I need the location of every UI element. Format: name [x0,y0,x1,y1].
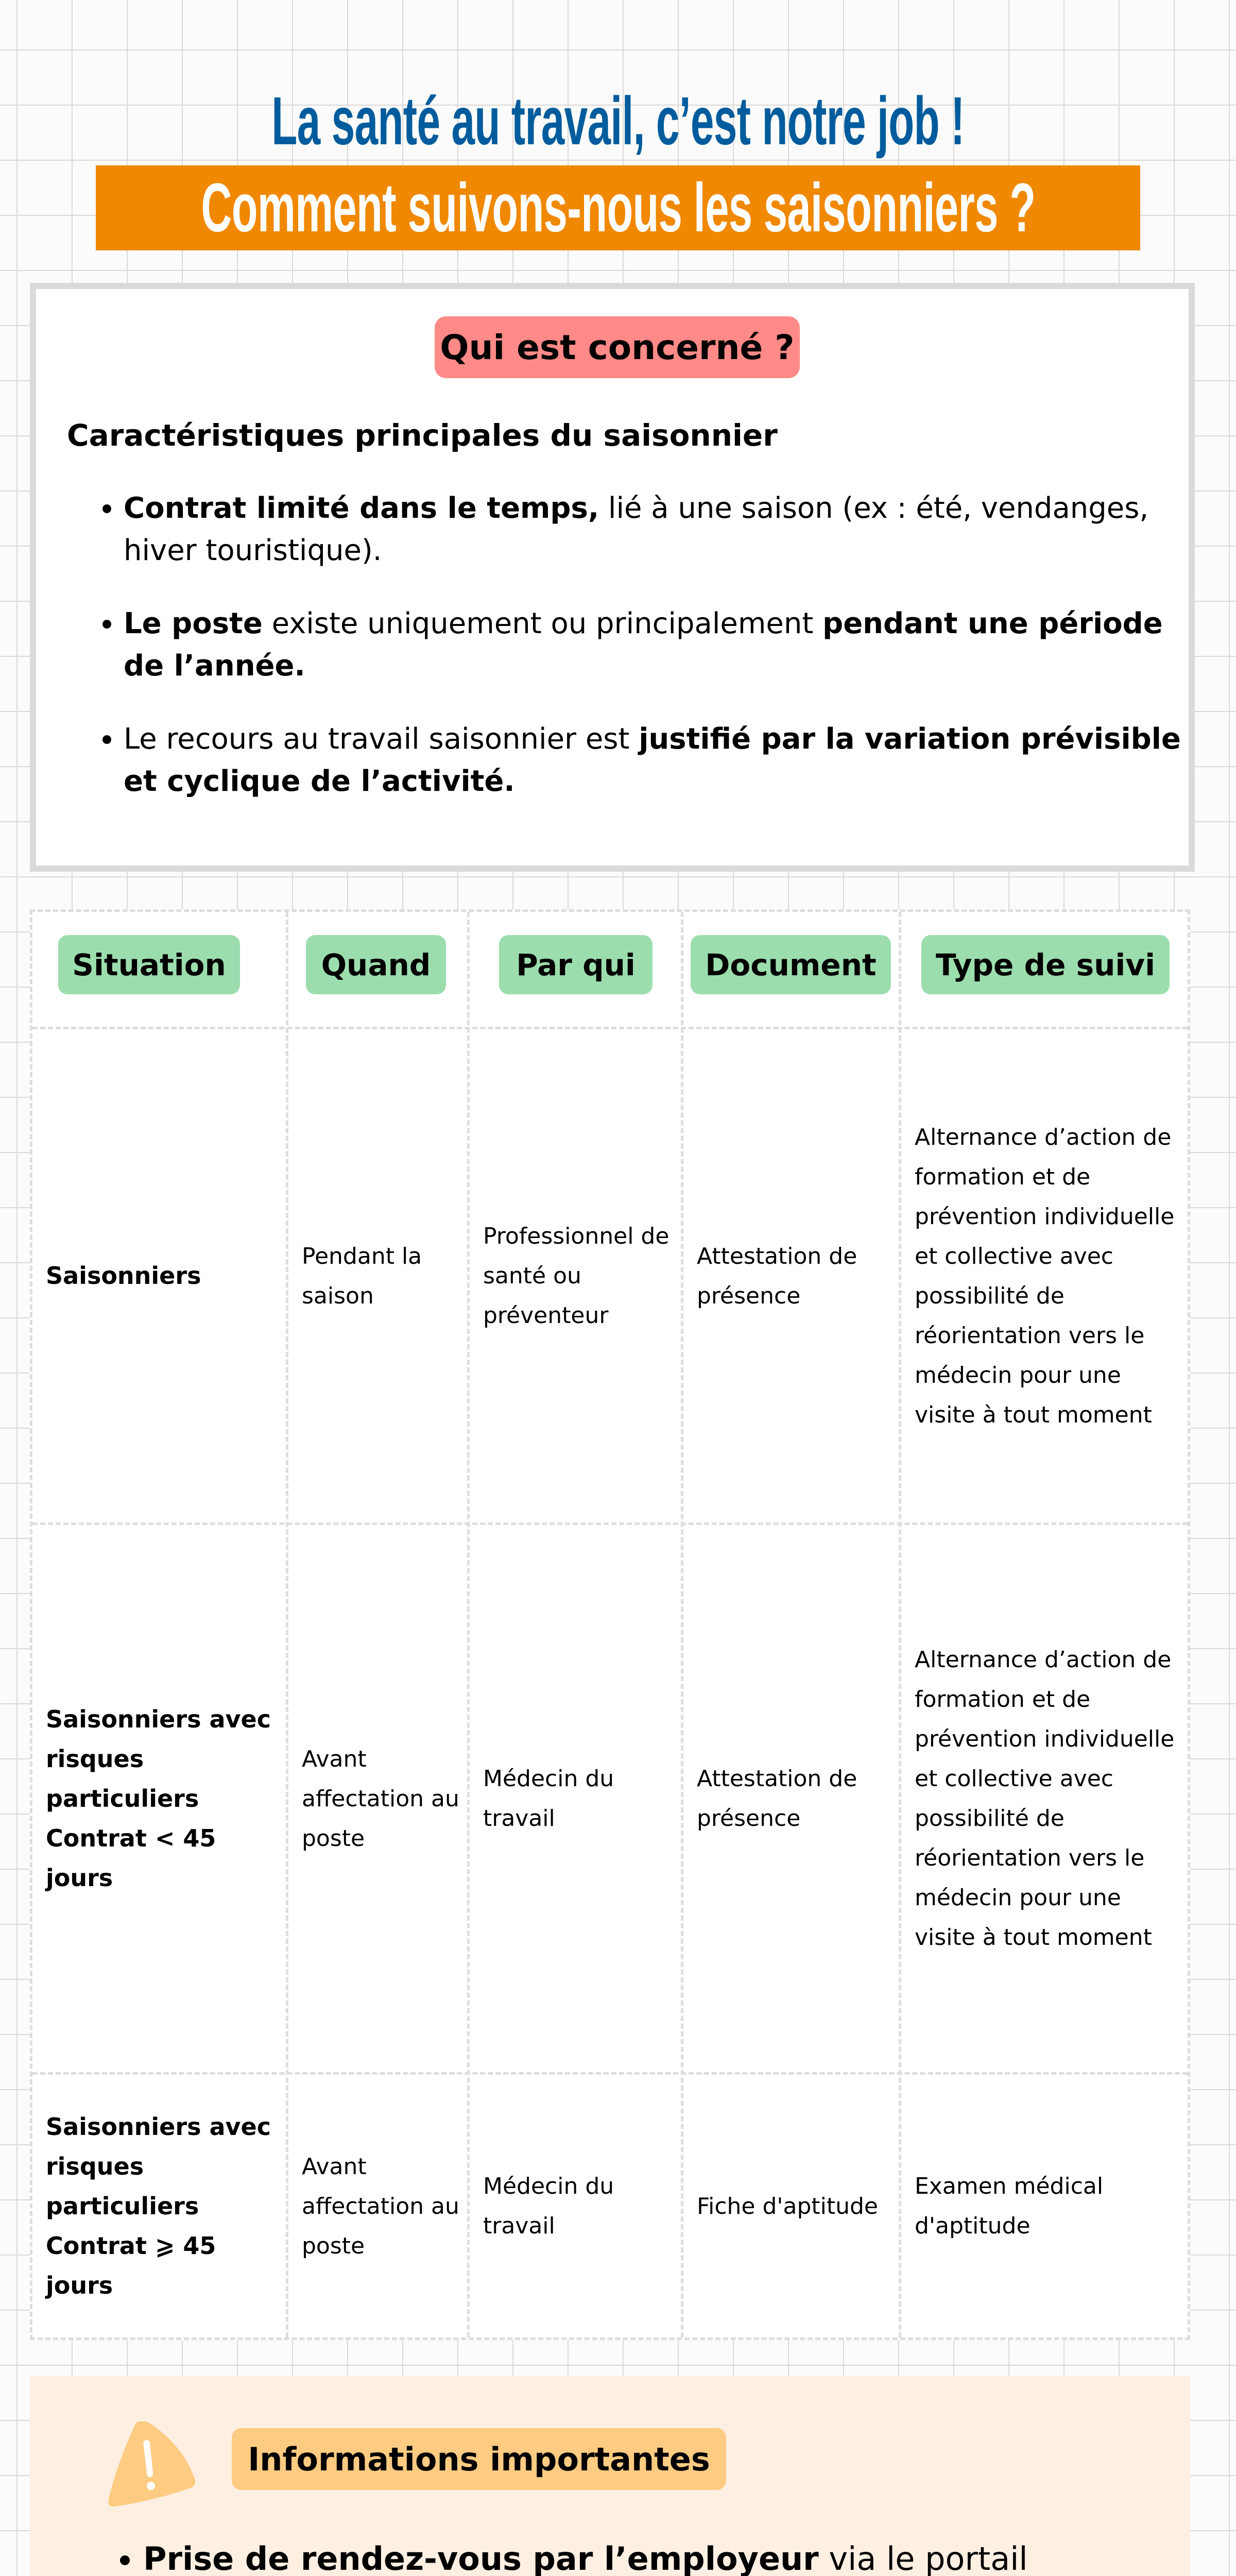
who-list [93,487,1184,834]
who-bullet [124,487,1184,572]
page-title: La santé au travail, c’est notre job ! [271,83,965,159]
follow-up-table [30,909,1190,2340]
table-cell: Examen médical d'aptitude [915,2173,1104,2239]
header-quand: Quand [306,935,446,994]
important-info-box [30,2376,1190,2576]
who-heading: Caractéristiques principales du saisonnier [67,418,778,453]
table-cell: Avant affectation au poste [302,2153,459,2259]
table-cell: Professionnel de santé ou préventeur [483,1223,670,1329]
bullet-bold: pendant une période de l’année. [124,607,1163,683]
bullet-bold: justifié par la variation prévisible et cyclique de l’activité. [124,722,1181,798]
table-cell: Alternance d’action de formation et de prévention individuelle et collective avec possibilité de réorientation vers le médecin pour une visite à tout moment [915,1647,1175,1951]
who-bullet [124,718,1184,803]
who-bullet [124,603,1184,687]
table-cell: Saisonniers avec risques particuliers Contrat ⩾ 45 jours [46,2112,271,2299]
table-cell: Médecin du travail [483,2173,614,2239]
header-document: Document [691,935,891,994]
table-cell: Médecin du travail [483,1766,614,1832]
table-cell: Alternance d’action de formation et de prévention individuelle et collective avec possibilité de réorientation vers le médecin pour une visite à tout moment [915,1124,1175,1428]
table-cell: Pendant la saison [302,1243,422,1309]
table-cell: Attestation de présence [697,1766,857,1832]
bullet-bold: Contrat limité dans le temps, [124,492,599,525]
header-situation: Situation [58,935,240,994]
warning-icon [105,2421,202,2514]
table-cell: Saisonniers [46,1262,201,1290]
info-bullet [143,2538,1122,2576]
table-cell: Attestation de présence [697,1243,857,1309]
bullet-text: existe uniquement ou principalement [262,607,823,640]
bullet-bold: Le poste [124,607,263,640]
info-pill: Informations importantes [232,2428,726,2490]
bullet-text: Le recours au travail saisonnier est [124,722,639,756]
table-cell: Saisonniers avec risques particuliers Contrat < 45 jours [46,1705,271,1892]
table-cell: Avant affectation au poste [302,1745,459,1852]
who-pill: Qui est concerné ? [435,316,800,378]
who-card [30,283,1195,872]
bullet-text: lié à une saison (ex : été, vendanges, hiver touristique). [124,492,1149,567]
info-list [107,2538,1122,2576]
page-subtitle: Comment suivons-nous les saisonniers ? [201,169,1035,246]
bullet-text: via le portail [829,2540,1028,2576]
table-cell: Fiche d'aptitude [697,2193,878,2219]
subtitle-banner [96,165,1140,250]
header-par-qui: Par qui [499,935,653,994]
header-type-de-suivi: Type de suivi [921,935,1170,994]
bullet-bold: Prise de rendez-vous par l’employeur [143,2540,819,2576]
